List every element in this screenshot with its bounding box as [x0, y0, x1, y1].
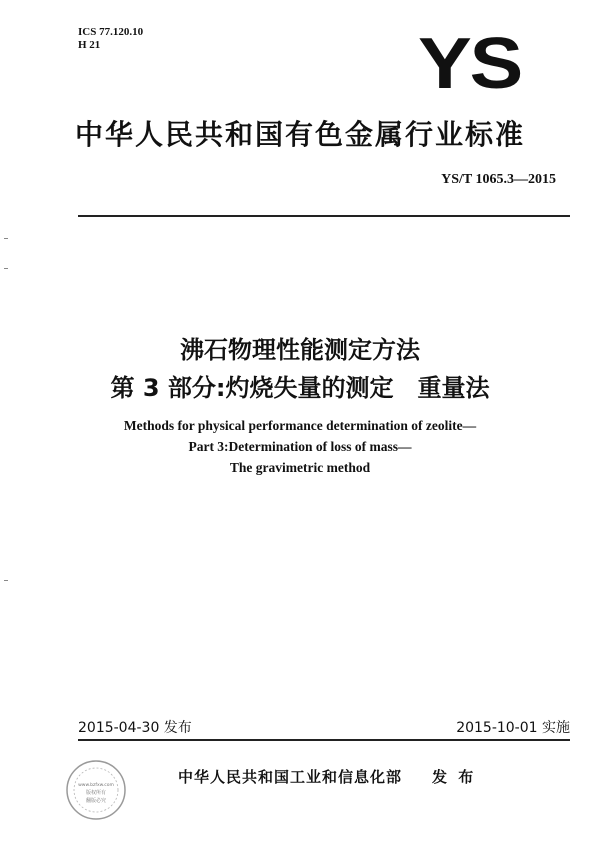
ics-code: ICS 77.120.10 — [78, 26, 144, 38]
margin-mark — [4, 580, 8, 581]
issuing-authority: 中华人民共和国工业和信息化部 — [178, 768, 403, 786]
seal-text-3: 翻版必究 — [85, 798, 107, 804]
title-cn-line1: 沸石物理性能测定方法 — [180, 336, 420, 364]
header-divider — [78, 215, 570, 217]
seal-text-1: www.bzfxw.com — [78, 783, 114, 788]
title-en-line2: Part 3:Determination of loss of mass— — [188, 439, 412, 454]
seal-stamp — [64, 758, 128, 822]
footer-divider — [78, 739, 570, 741]
publish-date: 2015-04-30 发布 — [78, 720, 192, 736]
title-en-line1: Methods for physical performance determination of zeolite— — [123, 418, 477, 433]
ccs-code: H 21 — [78, 39, 101, 51]
standard-name: 中华人民共和国有色金属行业标准 — [74, 118, 525, 151]
title-cn-line2: 第 3 部分:灼烧失量的测定 重量法 — [110, 374, 490, 402]
margin-mark — [4, 268, 8, 269]
margin-mark — [4, 238, 8, 239]
seal-text-2: 版权所有 — [85, 790, 107, 796]
ys-logo: YS — [418, 24, 522, 104]
issue-label: 发 布 — [432, 768, 477, 786]
implement-date: 2015-10-01 实施 — [456, 720, 570, 736]
classification-codes — [78, 26, 143, 52]
title-en-line3: The gravimetric method — [229, 460, 371, 475]
standard-code: YS/T 1065.3—2015 — [441, 172, 556, 187]
